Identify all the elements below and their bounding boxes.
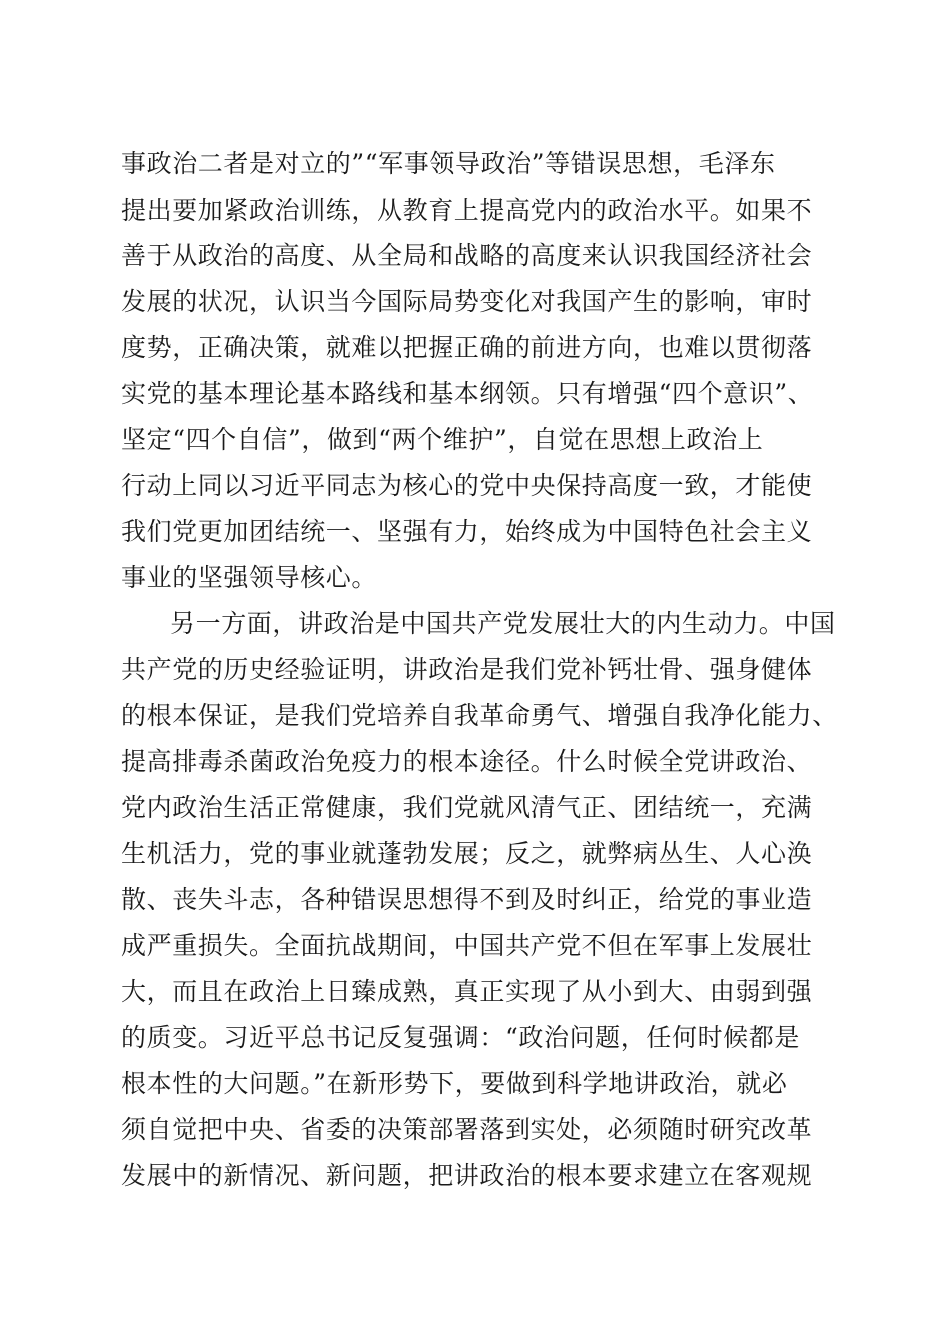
text-line: 散、丧失斗志，各种错误思想得不到及时纠正，给党的事业造 — [121, 885, 813, 914]
text-line: 党内政治生活正常健康，我们党就风清气正、团结统一，充满 — [121, 793, 813, 822]
text-line: 度势，正确决策，就难以把握正确的前进方向，也难以贯彻落 — [121, 333, 813, 362]
text-line: 事业的坚强领导核心。 — [121, 563, 378, 592]
text-line: 的根本保证，是我们党培养自我革命勇气、增强自我净化能力、 — [121, 701, 838, 730]
text-line: 我们党更加团结统一、坚强有力，始终成为中国特色社会主义 — [121, 517, 813, 546]
text-line: 须自觉把中央、省委的决策部署落到实处，必须随时研究改革 — [121, 1115, 813, 1144]
text-line: 根本性的大问题。”在新形势下，要做到科学地讲政治，就必 — [121, 1069, 788, 1098]
paragraph-first-line: 另一方面，讲政治是中国共产党发展壮大的内生动力。中国 — [170, 609, 836, 638]
text-line: 实党的基本理论基本路线和基本纲领。只有增强“四个意识”、 — [121, 379, 814, 408]
text-line: 发展的状况，认识当今国际局势变化对我国产生的影响，审时 — [121, 287, 813, 316]
text-line: 大，而且在政治上日臻成熟，真正实现了从小到大、由弱到强 — [121, 977, 813, 1006]
text-line: 发展中的新情况、新问题，把讲政治的根本要求建立在客观规 — [121, 1161, 813, 1190]
text-line: 提高排毒杀菌政治免疫力的根本途径。什么时候全党讲政治、 — [121, 747, 813, 776]
text-line: 事政治二者是对立的”“军事领导政治”等错误思想，毛泽东 — [121, 149, 776, 178]
text-line: 善于从政治的高度、从全局和战略的高度来认识我国经济社会 — [121, 241, 813, 270]
text-line: 的质变。习近平总书记反复强调：“政治问题，任何时候都是 — [121, 1023, 800, 1052]
text-line: 成严重损失。全面抗战期间，中国共产党不但在军事上发展壮 — [121, 931, 813, 960]
text-line: 共产党的历史经验证明，讲政治是我们党补钙壮骨、强身健体 — [121, 655, 813, 684]
text-line: 行动上同以习近平同志为核心的党中央保持高度一致，才能使 — [121, 471, 813, 500]
text-line: 生机活力，党的事业就蓬勃发展；反之，就弊病丛生、人心涣 — [121, 839, 813, 868]
text-line: 提出要加紧政治训练，从教育上提高党内的政治水平。如果不 — [121, 196, 813, 225]
text-line: 坚定“四个自信”，做到“两个维护”，自觉在思想上政治上 — [121, 425, 764, 454]
